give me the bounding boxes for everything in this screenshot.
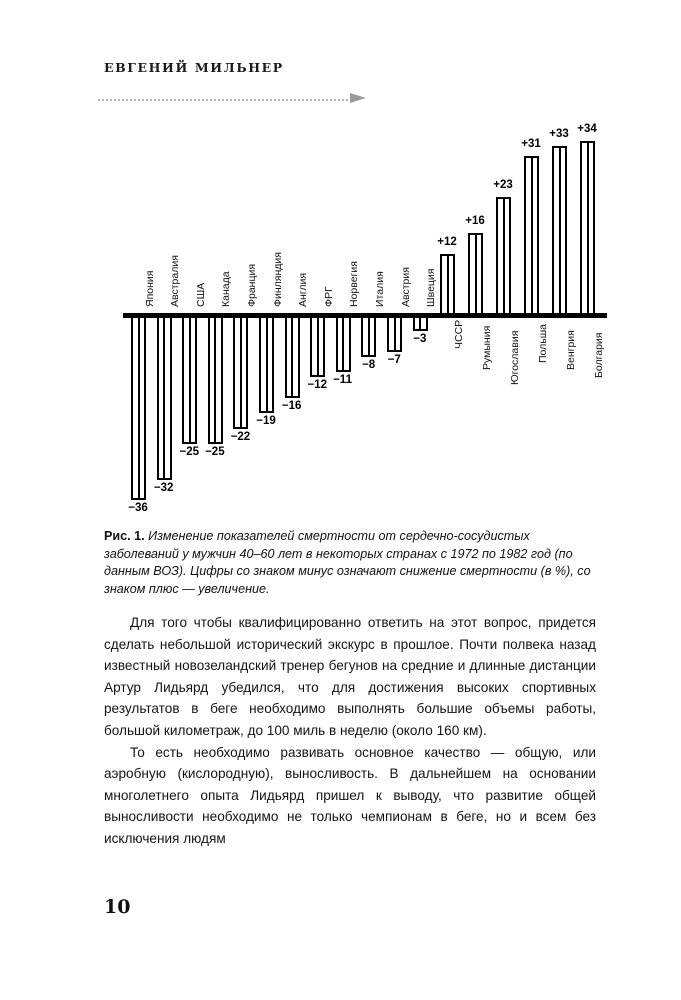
body-copy [104,612,596,850]
bar-value-сша: −25 [179,446,200,458]
bar-австралия [157,316,172,480]
bar-value-болгария: +34 [577,122,597,135]
bar-фрг [310,316,325,377]
bar-divider [475,235,477,313]
bar-label-япония: Япония [143,270,156,307]
bar-label-польша: Польша [536,324,549,364]
bar-divider [531,158,533,313]
bar-польша [524,156,539,315]
bar-divider [317,318,319,375]
paragraph-1: Для того чтобы квалифицированно ответить на этот вопрос, придется сделать небольшой исторический экскурс в прошлое. Почти полвека назад известный новозеландский тренер бегунов на средние и длинные дистанции Артур Лидьярд убедился, что для достижения высоких спортивных результатов в беге необходимо выполнять большие объемы работы, большой километраж, до 100 миль в неделю (около 160 км). [104,615,596,738]
bar-divider [559,148,561,313]
bar-value-англия: −16 [281,399,302,412]
bar-value-югославия: +23 [493,179,513,192]
bar-divider [291,318,293,396]
bar-label-фрг: ФРГ [322,286,335,307]
bar-англия [285,316,300,398]
bar-label-австрия: Австрия [399,267,412,307]
bar-divider [240,318,242,427]
bar-болгария [580,141,595,315]
bar-label-канада: Канада [220,271,233,307]
bar-label-англия: Англия [297,272,310,307]
bar-divider [342,318,344,370]
bar-label-швеция: Швеция [425,268,438,307]
page-number: 10 [104,896,131,918]
bar-венгрия [552,146,567,315]
bar-value-фрг: −12 [307,379,328,392]
header-dotted-rule [98,99,356,103]
bar-италия [361,316,376,357]
bar-label-югославия: Югославия [508,330,521,385]
bar-divider [503,199,505,313]
bar-chart-plot [0,120,681,520]
bar-label-сша: США [194,282,207,307]
bar-divider [266,318,268,411]
arrow-right-icon [350,93,366,103]
bar-франция [233,316,248,429]
bar-value-польша: +31 [521,138,541,151]
bar-label-венгрия: Венгрия [564,330,577,371]
bar-value-канада: −25 [205,446,225,458]
bar-финляндия [259,316,274,413]
paragraph-2: То есть необходимо развивать основное качество — общую, или аэробную (кислородную), выносливость. В дальнейшем на основании многолетнего опыта Лидьярд пришел к выводу, что развитие общей выносливости необходимо не только чемпионам в беге, но и всем без исключения людям [104,744,596,846]
running-head: ЕВГЕНИЙ МИЛЬНЕР [104,60,284,75]
bar-divider [394,318,396,350]
bar-label-чсср: ЧССР [452,319,465,349]
bar-value-венгрия: +33 [549,128,569,141]
bar-value-австрия: −7 [387,353,401,366]
bar-label-австралия: Австралия [169,255,182,307]
bar-япония [131,316,146,500]
bar-divider [214,318,216,442]
bar-канада [208,316,223,444]
bar-value-австралия: −32 [153,481,174,494]
bar-value-япония: −36 [128,502,148,515]
bar-value-чсср: +12 [437,235,457,248]
bar-divider [368,318,370,355]
bar-value-финляндия: −19 [256,415,276,428]
bar-сша [182,316,197,444]
bar-value-италия: −8 [362,358,376,371]
figure-caption-label: Рис. 1. [104,529,145,543]
bar-divider [419,318,421,329]
bar-label-италия: Италия [373,271,386,307]
bar-value-норвегия: −11 [333,374,352,387]
figure-caption-text: Изменение показателей смертности от сердечно-сосудистых заболеваний у мужчин 40–60 лет в некоторых странах с 1972 по 1982 год (по данным ВОЗ). Цифры со знаком минус означают снижение смертности (в %), со знаком плюс — увеличение. [104,529,591,596]
figure-caption [104,528,596,598]
bar-value-франция: −22 [230,430,251,443]
bar-югославия [496,197,511,315]
bar-чсср [440,254,455,315]
bar-label-финляндия: Финляндия [271,252,284,307]
bar-divider [587,143,589,313]
bar-австрия [387,316,402,352]
bar-норвегия [336,316,351,372]
bar-divider [138,318,140,498]
bar-швеция [413,316,428,331]
bar-value-румыния: +16 [465,215,485,228]
figure-1 [0,120,681,520]
bar-label-норвегия: Норвегия [348,261,361,307]
bar-divider [447,256,449,313]
bar-label-болгария: Болгария [592,332,605,378]
bar-label-франция: Франция [245,263,258,307]
bar-divider [163,318,165,478]
bar-румыния [468,233,483,315]
bar-divider [189,318,191,442]
bar-value-швеция: −3 [413,333,427,346]
bar-label-румыния: Румыния [480,326,493,371]
